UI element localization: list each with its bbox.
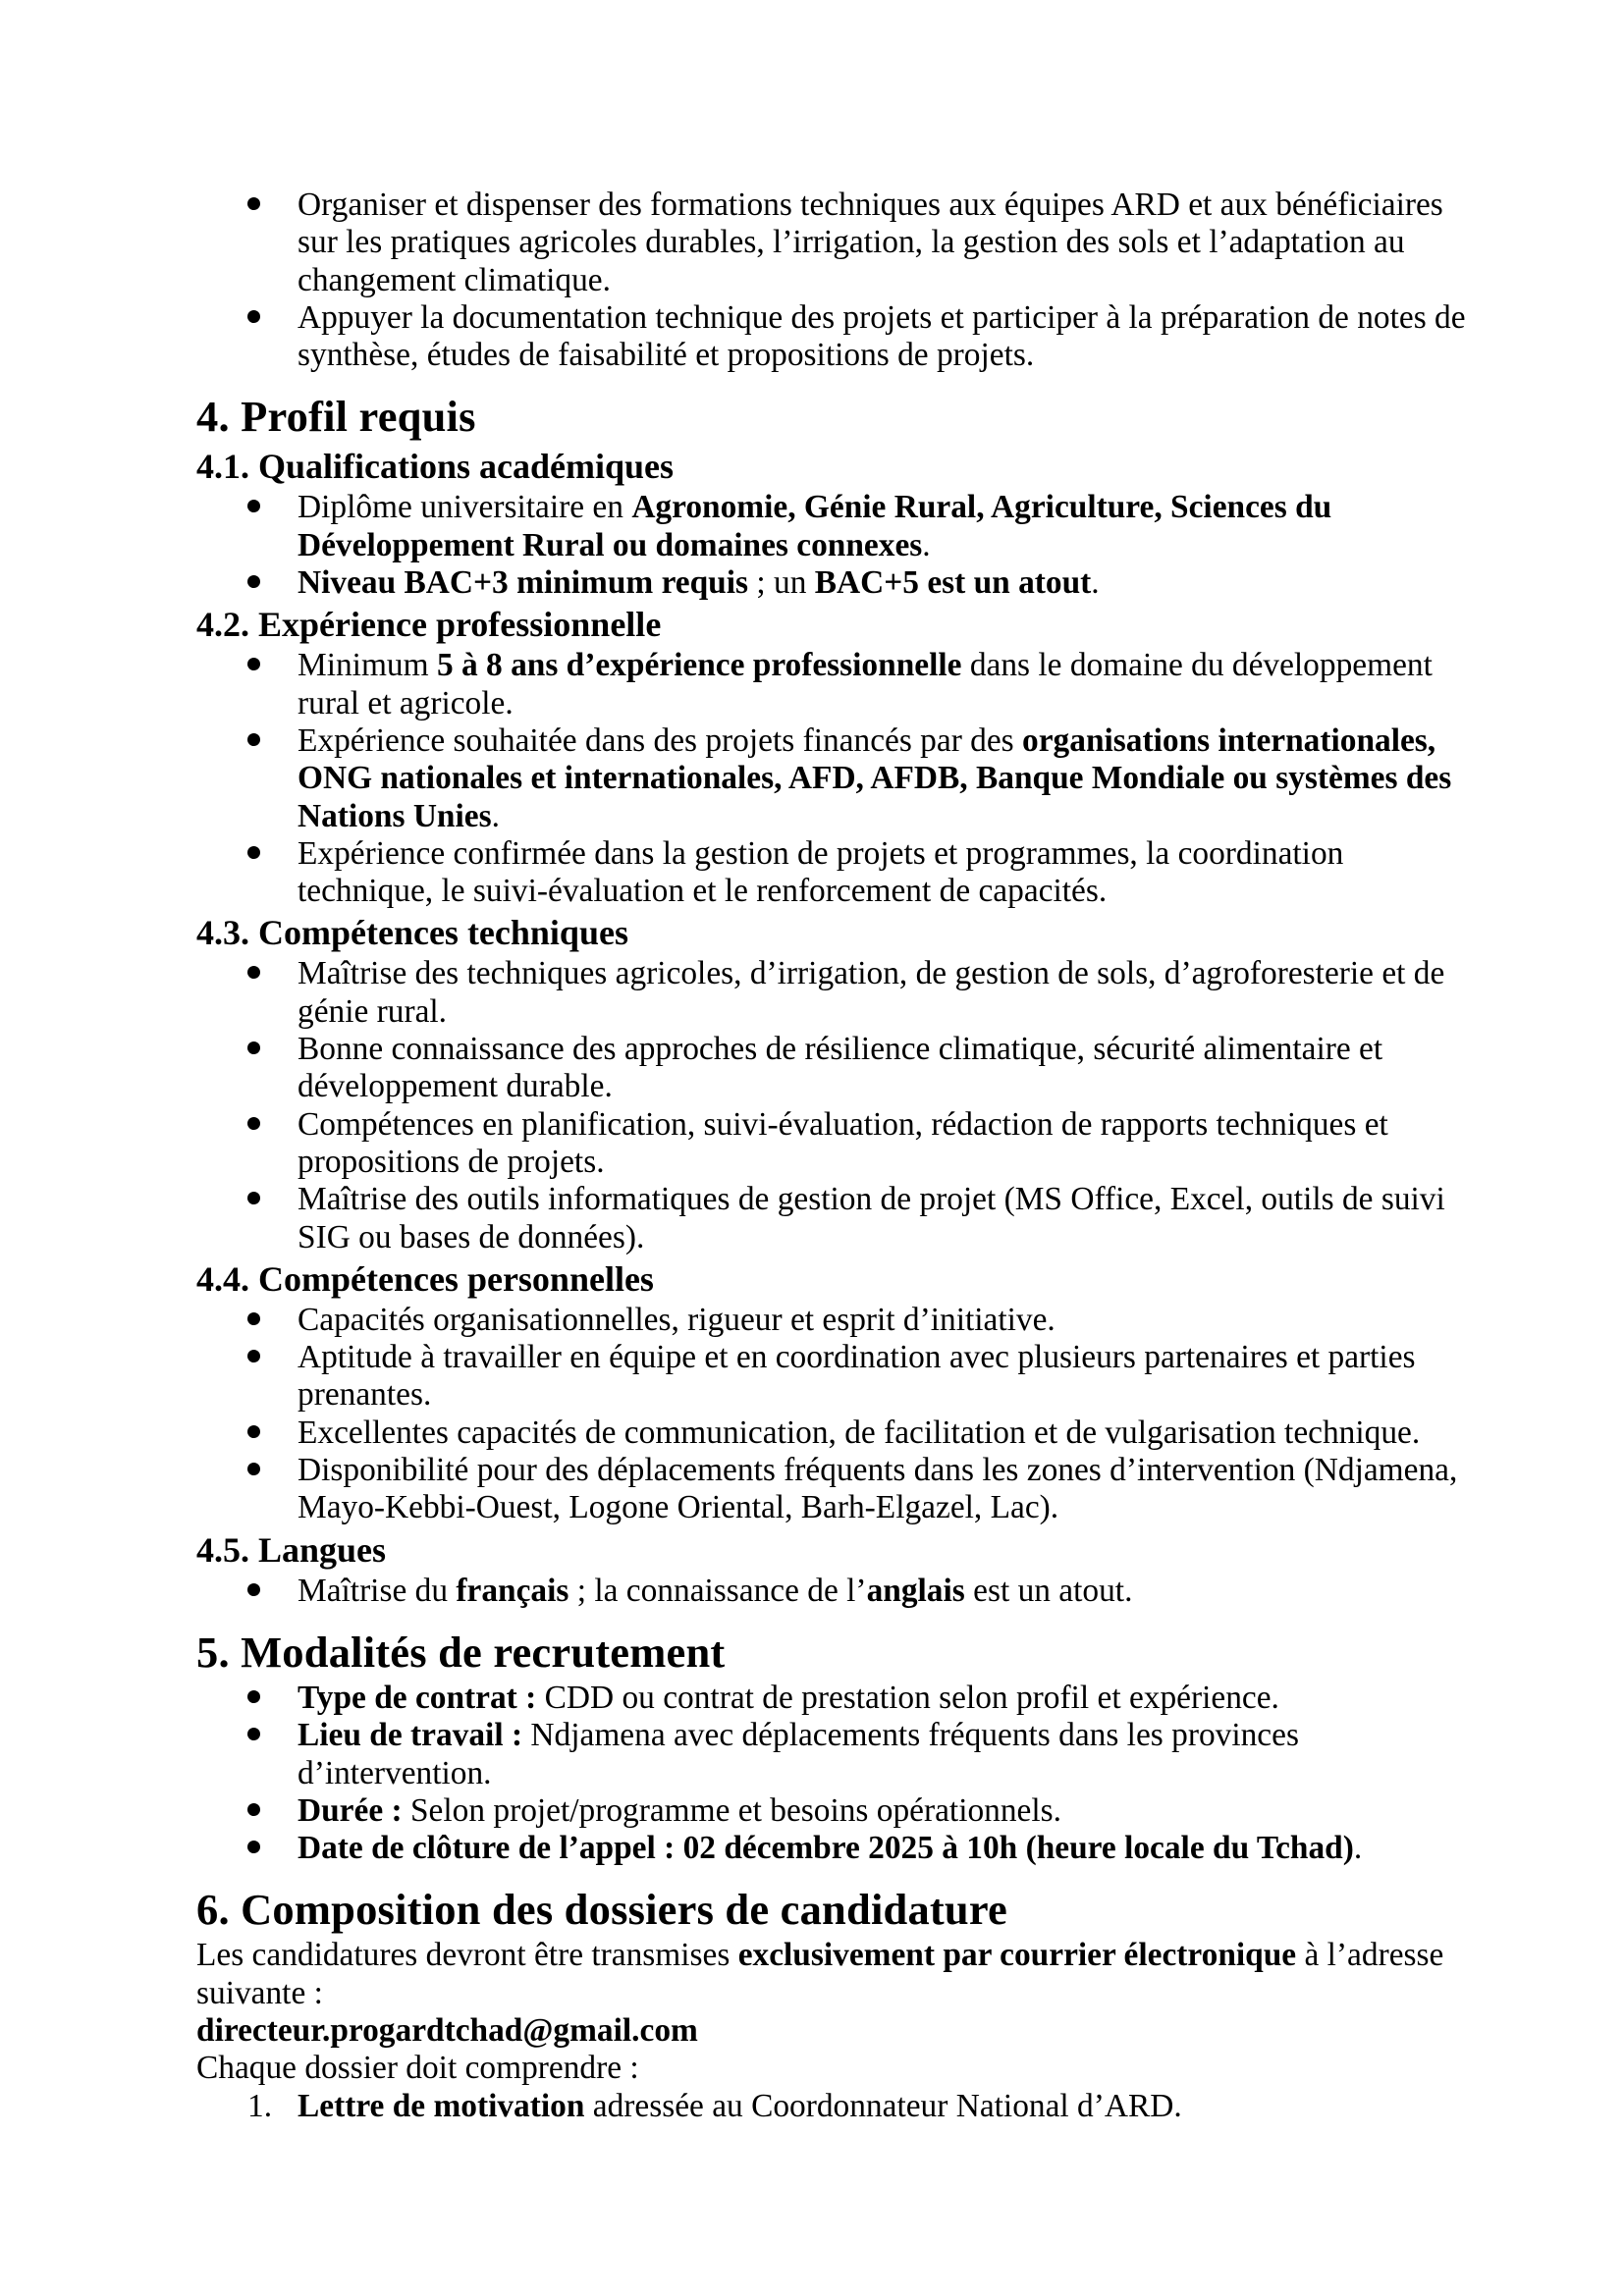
list-item <box>196 1106 1467 1182</box>
list-item <box>196 1031 1467 1106</box>
heading-composition-dossiers: 6. Composition des dossiers de candidature <box>196 1885 1007 1935</box>
list-item <box>196 489 1467 564</box>
modalites-list <box>196 1680 1467 1867</box>
text-run: Expérience souhaitée dans des projets financés par des <box>298 721 1023 759</box>
bold-text: Date de clôture de l’appel : 02 décembre 2025 à 10h (heure locale du Tchad) <box>298 1830 1354 1867</box>
bullet-marker-icon <box>247 575 260 588</box>
bold-text: français <box>456 1572 569 1609</box>
dossier-list <box>196 2088 1467 2125</box>
text-run: Appuyer la documentation technique des projets et participer à la préparation de notes de synthèse, études de faisabilité et propositions de projets. <box>298 298 1466 374</box>
bullet-marker-icon <box>247 966 260 979</box>
text-run: Bonne connaissance des approches de résilience climatique, sécurité alimentaire et développement durable. <box>298 1031 1383 1105</box>
langues-list <box>196 1573 1467 1610</box>
text-run: Excellentes capacités de communication, de facilitation et de vulgarisation technique. <box>298 1414 1421 1451</box>
competences-techniques-list <box>196 955 1467 1255</box>
heading-competences-personnelles: 4.4. Compétences personnelles <box>196 1258 654 1299</box>
list-item <box>196 1680 1467 1717</box>
list-item <box>196 1452 1467 1527</box>
list-item <box>196 1830 1467 1867</box>
bullet-marker-icon <box>247 1425 260 1438</box>
bullet-marker-icon <box>247 1841 260 1853</box>
list-item <box>196 835 1467 911</box>
competences-personnelles-list <box>196 1302 1467 1527</box>
intro-bullets <box>196 187 1467 374</box>
bold-text: Durée : <box>298 1791 403 1829</box>
text-run: adressée au Coordonnateur National d’ARD. <box>584 2087 1182 2124</box>
bold-text: 5 à 8 ans d’expérience professionnelle <box>436 647 962 684</box>
text-run: Les candidatures devront être transmises <box>196 1937 738 1974</box>
text-run: Disponibilité pour des déplacements fréquents dans les zones d’intervention (Ndjamena, Mayo-Kebbi-Ouest, Logone Oriental, Barh-Elgazel, Lac). <box>298 1452 1458 1526</box>
text-run: à l’adresse suivante : <box>196 1937 1444 2011</box>
bold-text: Lettre de motivation <box>298 2087 585 2124</box>
list-item <box>196 1792 1467 1830</box>
text-run: Chaque dossier doit comprendre : <box>196 2050 639 2087</box>
list-item <box>196 647 1467 722</box>
heading-profil-requis: 4. Profil requis <box>196 392 476 442</box>
bold-text: Lieu de travail : <box>298 1717 523 1754</box>
text-run: ; la connaissance de l’ <box>568 1572 867 1609</box>
text-run: . <box>1091 564 1100 602</box>
bullet-marker-icon <box>247 846 260 859</box>
list-item <box>196 2088 1467 2125</box>
bullet-marker-icon <box>247 1312 260 1325</box>
candidature-instructions <box>196 1937 1467 2012</box>
list-item <box>196 1573 1467 1610</box>
heading-modalites-recrutement: 5. Modalités de recrutement <box>196 1627 726 1677</box>
bullet-marker-icon <box>247 1583 260 1596</box>
text-run: Diplôme universitaire en <box>298 489 632 526</box>
list-item <box>196 1339 1467 1415</box>
text-run: Capacités organisationnelles, rigueur et esprit d’initiative. <box>298 1301 1056 1338</box>
text-run: Compétences en planification, suivi-évaluation, rédaction de rapports techniques et propositions de projets. <box>298 1105 1388 1180</box>
text-run: ; un <box>748 564 815 602</box>
bold-text: Type de contrat : <box>298 1679 537 1716</box>
text-run: Ndjamena avec déplacements fréquents dans les provinces d’intervention. <box>298 1717 1299 1791</box>
list-item <box>196 564 1467 602</box>
text-run: Organiser et dispenser des formations techniques aux équipes ARD et aux bénéficiaires sur les pratiques agricoles durables, l’irrigation, la gestion des sols et l’adaptation au changement climatique. <box>298 187 1443 298</box>
bullet-marker-icon <box>247 1803 260 1816</box>
list-item <box>196 1302 1467 1339</box>
experience-list <box>196 647 1467 910</box>
list-item <box>196 1181 1467 1256</box>
text-run: Aptitude à travailler en équipe et en coordination avec plusieurs partenaires et parties prenantes. <box>298 1339 1416 1414</box>
bullet-marker-icon <box>247 1117 260 1130</box>
dossier-intro <box>196 2050 1467 2087</box>
heading-langues: 4.5. Langues <box>196 1529 387 1570</box>
bold-text: Agronomie, Génie Rural, Agriculture, Sciences du Développement Rural ou domaines connexes <box>298 489 1332 563</box>
bold-text: BAC+5 est un atout <box>814 564 1092 602</box>
bullet-marker-icon <box>247 1690 260 1703</box>
list-item <box>196 1415 1467 1452</box>
bullet-marker-icon <box>247 197 260 210</box>
bullet-marker-icon <box>247 658 260 670</box>
text-run: . <box>1353 1830 1363 1867</box>
bullet-marker-icon <box>247 1192 260 1204</box>
text-run: Selon projet/programme et besoins opérationnels. <box>402 1791 1061 1829</box>
list-item <box>196 1717 1467 1792</box>
document-body <box>196 187 1467 2125</box>
bullet-marker-icon <box>247 1041 260 1054</box>
list-item-number: 1. <box>247 2087 273 2124</box>
list-item <box>196 955 1467 1031</box>
text-run: Maîtrise des techniques agricoles, d’irrigation, de gestion de sols, d’agroforesterie et de génie rural. <box>298 955 1445 1030</box>
bullet-marker-icon <box>247 1728 260 1740</box>
text-run: dans le domaine du développement rural et agricole. <box>298 647 1433 721</box>
bullet-marker-icon <box>247 733 260 746</box>
text-run: Expérience confirmée dans la gestion de projets et programmes, la coordination technique, le suivi-évaluation et le renforcement de capacités. <box>298 834 1344 910</box>
bold-text: Niveau BAC+3 minimum requis <box>298 564 749 602</box>
text-run: CDD ou contrat de prestation selon profil et expérience. <box>536 1679 1279 1716</box>
heading-competences-techniques: 4.3. Compétences techniques <box>196 913 628 953</box>
heading-qualifications-academiques: 4.1. Qualifications académiques <box>196 447 675 487</box>
bold-text: directeur.progardtchad@gmail.com <box>196 2011 698 2049</box>
list-item <box>196 722 1467 835</box>
bold-text: organisations internationales, ONG nationales et internationales, AFD, AFDB, Banque Mondiale ou systèmes des Nations Unies <box>298 721 1452 834</box>
heading-experience-professionnelle: 4.2. Expérience professionnelle <box>196 605 662 645</box>
text-run: Minimum <box>298 647 437 684</box>
qualifications-list <box>196 489 1467 602</box>
bullet-marker-icon <box>247 310 260 323</box>
bullet-marker-icon <box>247 500 260 512</box>
list-item <box>196 299 1467 375</box>
text-run: . <box>491 797 500 834</box>
text-run: est un atout. <box>964 1572 1133 1609</box>
bullet-marker-icon <box>247 1350 260 1362</box>
bold-text: exclusivement par courrier électronique <box>737 1937 1297 1974</box>
list-item <box>196 187 1467 299</box>
bullet-marker-icon <box>247 1463 260 1475</box>
text-run: Maîtrise des outils informatiques de gestion de projet (MS Office, Excel, outils de suivi SIG ou bases de données). <box>298 1181 1445 1255</box>
email-address <box>196 2012 1467 2050</box>
text-run: . <box>922 526 931 563</box>
text-run: Maîtrise du <box>298 1572 457 1609</box>
bold-text: anglais <box>866 1572 965 1609</box>
